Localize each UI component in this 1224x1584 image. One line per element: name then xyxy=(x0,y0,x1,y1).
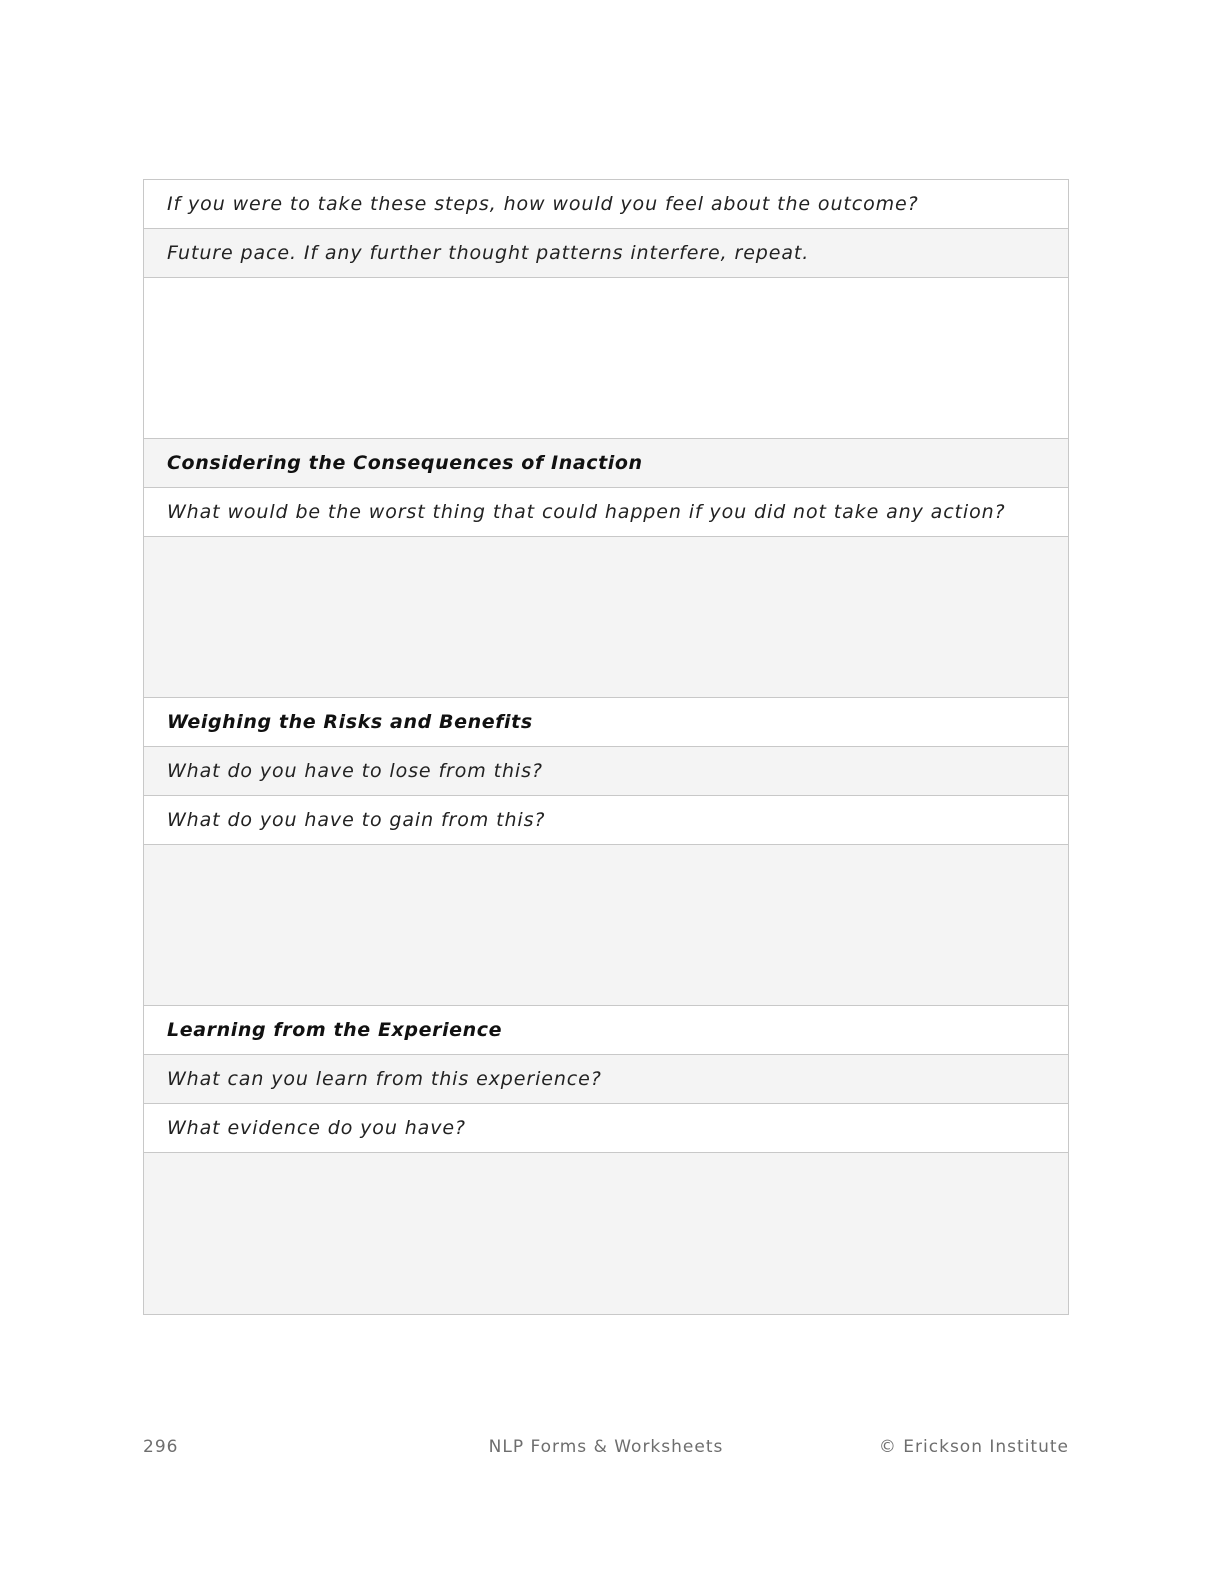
prompt-text: What do you have to lose from this? xyxy=(167,760,543,782)
section-heading-learning-from-experience xyxy=(144,1006,1068,1055)
answer-area-4[interactable] xyxy=(144,1153,1068,1314)
prompt-row-learn xyxy=(144,1055,1068,1104)
answer-area-3[interactable] xyxy=(144,845,1068,1006)
section-heading-risks-and-benefits xyxy=(144,698,1068,747)
answer-area-2[interactable] xyxy=(144,537,1068,698)
prompt-text: What do you have to gain from this? xyxy=(167,809,546,831)
prompt-text: What can you learn from this experience? xyxy=(167,1068,602,1090)
book-title: NLP Forms & Worksheets xyxy=(488,1437,724,1457)
answer-area-1[interactable] xyxy=(144,278,1068,439)
prompt-row-lose xyxy=(144,747,1068,796)
section-heading-text: Weighing the Risks and Benefits xyxy=(167,711,533,733)
page-footer xyxy=(143,1437,1069,1461)
prompt-row-gain xyxy=(144,796,1068,845)
prompt-row-future-pace xyxy=(144,229,1068,278)
copyright-notice: © Erickson Institute xyxy=(878,1437,1069,1457)
prompt-row-outcome-feeling xyxy=(144,180,1068,229)
worksheet-table xyxy=(143,179,1069,1315)
prompt-row-worst-thing xyxy=(144,488,1068,537)
section-heading-text: Considering the Consequences of Inaction xyxy=(167,452,643,474)
prompt-text: If you were to take these steps, how would you feel about the outcome? xyxy=(167,193,919,215)
prompt-text: What evidence do you have? xyxy=(167,1117,466,1139)
section-heading-text: Learning from the Experience xyxy=(167,1019,503,1041)
prompt-text: What would be the worst thing that could happen if you did not take any action? xyxy=(167,501,1006,523)
section-heading-consequences-of-inaction xyxy=(144,439,1068,488)
prompt-row-evidence xyxy=(144,1104,1068,1153)
page-number: 296 xyxy=(143,1437,179,1457)
prompt-text: Future pace. If any further thought patterns interfere, repeat. xyxy=(167,242,810,264)
